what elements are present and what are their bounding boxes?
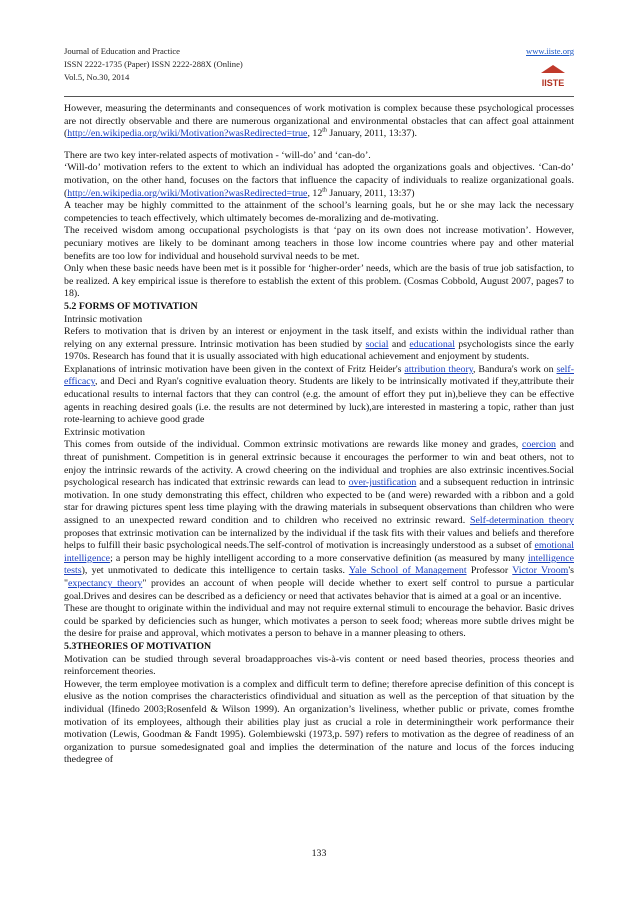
header-divider [64, 96, 574, 97]
link-self-determination-theory[interactable]: Self-determination theory [469, 515, 574, 526]
link-victor-vroom[interactable]: Victor Vroom [512, 565, 569, 577]
link-intelligence-tests[interactable]: intelligence tests [64, 552, 574, 577]
subheading-intrinsic: Intrinsic motivation [64, 313, 143, 325]
paragraph-8: Explanations of intrinsic motivation have been given in the context of Fritz Heider's attribution theory, Bandura's work on self-efficacy, and Deci and Ryan's cognitive evaluation theory. Students are likely to be intrinsically motivated if they,attribute their educational results to internal factors that they can control (e.g. the amount of effort they put in),believe they can be effective agents in reaching desired goals (i.e. the results are not determined by luck),are interested in mastering a topic, rather than just rote-learning to achieve good grade [64, 363, 574, 426]
link-emotional-intelligence[interactable]: emotional intelligence [64, 540, 574, 564]
wiki-link-2[interactable]: http://en.wikipedia.org/wiki/Motivation?wasRedirected=true [67, 187, 308, 199]
link-educational[interactable]: educational [409, 338, 455, 350]
paragraph-4: A teacher may be highly committed to the attainment of the school’s learning goals, but he or she may lack the necessary competencies to teach effectively, which ultimately becomes de-moralizing and de-motivating. [64, 200, 574, 224]
link-self-efficacy[interactable]: self-efficacy [64, 363, 574, 388]
link-yale-som[interactable]: Yale School of Management [348, 565, 467, 577]
section-heading-5-2: 5.2 FORMS OF MOTIVATION [64, 300, 198, 312]
logo-text: IISTE [541, 78, 565, 88]
link-social[interactable]: social [365, 338, 389, 350]
paragraph-12: However, the term employee motivation is a complex and difficult term to define; therefore aprecise definition of this concept is elusive as the notion comprises the characteristics ofindividual and situation as well as the perception of that situation by the individual (Ifinedo 2003;Rosenfeld & Wilson 1999). An organization’s liveliness, whether public or private, comes fromthe motivation of its employees, although their abilities play just as crucial a role in determiningtheir work performance their motivation (Lewis, Goodman & Fandt 1995). Golembiewski (1973,p. 597) refers to motivation as the degree of readiness of an organization to pursue somedesignated goal and implies the determination of the nature and locus of the forces inducing thedegree of [64, 678, 574, 766]
article-body [64, 103, 574, 767]
paragraph-5: The received wisdom among occupational psychologists is that ‘pay on its own does not increase motivation’. However, pecuniary motives are likely to be dominant among teachers in those low income countries where pay and other material benefits are too low for individual and household survival needs to be met. [64, 225, 574, 262]
iiste-logo [538, 63, 568, 89]
paragraph-2: There are two key inter-related aspects of motivation - ‘will-do’ and ‘can-do’. [64, 149, 371, 161]
journal-url-link[interactable]: www.iiste.org [526, 46, 574, 56]
section-heading-5-3: 5.3THEORIES OF MOTIVATION [64, 640, 212, 652]
link-coercion[interactable]: coercion [522, 439, 556, 451]
page-number: 133 [311, 848, 327, 859]
link-attribution-theory[interactable]: attribution theory [404, 363, 474, 375]
paragraph-11: Motivation can be studied through several broadapproaches vis-à-vis content or need based theories, process theories and reinforcement theories. [64, 653, 574, 678]
link-expectancy-theory[interactable]: expectancy theory [68, 577, 143, 589]
paragraph-10: These are thought to originate within the individual and may not require external stimuli to encourage the behavior. Basic drives could be sparked by deficiencies such as hunger, which motivates a person to seek food; whereas more subtle drives might be the desire for praise and approval, which motivates a person to behave in a manner pleasing to others. [64, 603, 574, 640]
paragraph-3: ‘Will-do’ motivation refers to the extent to which an individual has adopted the organizations goals and objectives. ‘Can-do’ motivation, on the other hand, focuses on the factors that influence the capacity of individuals to realize organizational goals. (http://en.wikipedia.org/wiki/Motivation?wasRedirected=true, 12th January, 2011, 13:37) [64, 162, 574, 199]
journal-title: Journal of Education and Practice [64, 46, 180, 56]
page-header [64, 45, 574, 84]
paragraph-7: Refers to motivation that is driven by an interest or enjoyment in the task itself, and exists within the individual rather than relying on any external pressure. Intrinsic motivation has been studied by social and educational psychologists since the early 1970s. Research has found that it is usually associated with high educational achievement and enjoyment by students. [64, 326, 575, 363]
paragraph-9: This comes from outside of the individual. Common extrinsic motivations are rewards like money and grades, coercion and threat of punishment. Competition is in general extrinsic because it encourages the performer to win and beat others, not to enjoy the intrinsic rewards of the activity. A crowd cheering on the individual and trophies are also extrinsic incentives.Social psychological research has indicated that extrinsic rewards can lead to over-justification and a subsequent reduction in intrinsic motivation. In one study demonstrating this effect, children who expected to be (and were) rewarded with a ribbon and a gold star for drawing pictures spent less time playing with the drawing materials in subsequent observations than children who were assigned to an unexpected reward condition and to children who received no extrinsic reward. Self-determination theory proposes that extrinsic motivation can be internalized by the individual if the task fits with their values and beliefs and therefore helps to fulfill their basic psychological needs.The self-control of motivation is increasingly understood as a subset of emotional intelligence; a person may be highly intelligent according to a more conservative definition (as measured by many intelligence tests), yet unmotivated to dedicate this intelligence to certain tasks. Yale School of Management Professor Victor Vroom's "expectancy theory" provides an account of when people will decide whether to exert self control to pursue a particular goal.Drives and desires can be described as a deficiency or need that activates behavior that is aimed at a goal or an incentive. [64, 439, 574, 602]
link-over-justification[interactable]: over-justification [348, 477, 417, 489]
wiki-link-1[interactable]: http://en.wikipedia.org/wiki/Motivation?wasRedirected=true [67, 128, 308, 140]
issn-line: ISSN 2222-1735 (Paper) ISSN 2222-288X (Online) [64, 59, 243, 69]
volume-line: Vol.5, No.30, 2014 [64, 72, 130, 82]
paragraph-1: However, measuring the determinants and consequences of work motivation is complex because these psychological processes are not directly observable and there are numerous organizational and environmental obstacles that can affect goal attainment (http://en.wikipedia.org/wiki/Motivation?wasRedirected=true, 12th January, 2011, 13:37). [64, 103, 574, 140]
subheading-extrinsic: Extrinsic motivation [64, 426, 145, 438]
paragraph-6: Only when these basic needs have been met is it possible for ‘higher-order’ needs, which are the basis of true job satisfaction, to be realized. A key empirical issue is therefore to establish the extent of this problem. (Cosmas Cobbold, August 2007, pages7 to 18). [64, 263, 574, 300]
